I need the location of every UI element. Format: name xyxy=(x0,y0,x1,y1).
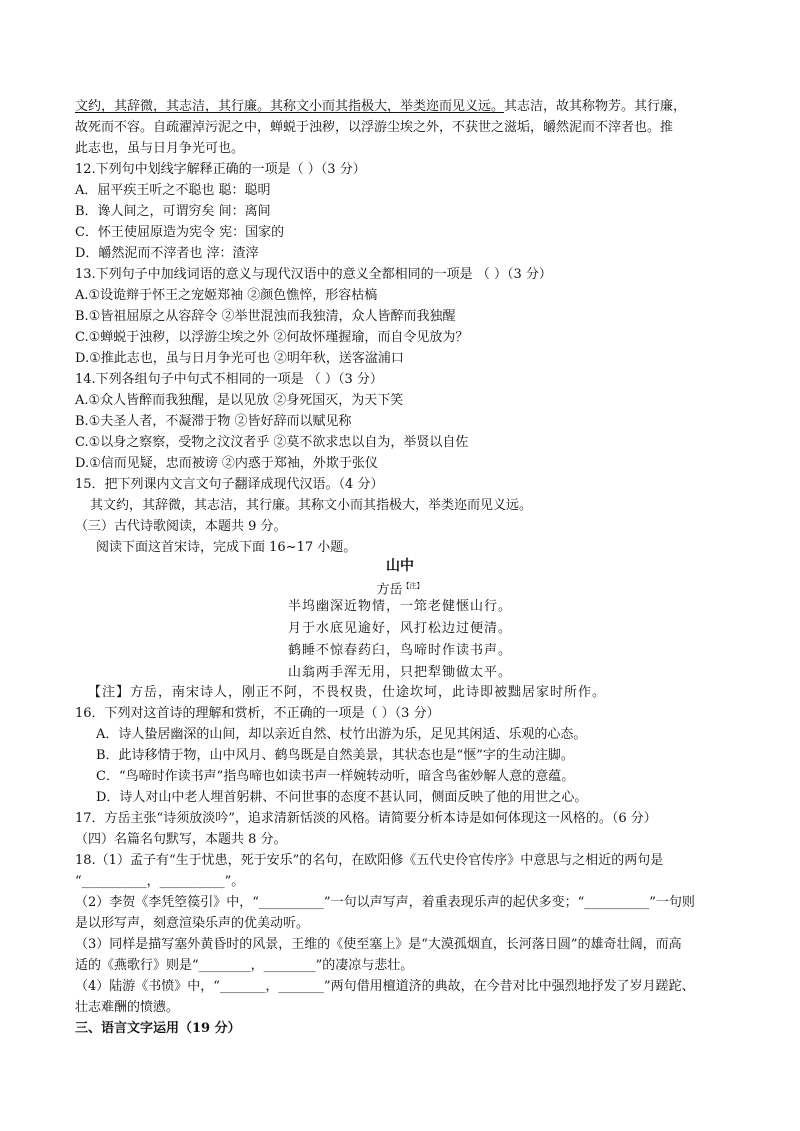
poem-line-2: 月于水底见逾好，风打松边过便清。 xyxy=(287,621,512,636)
q15-body: 其文约，其辞微，其志洁，其行廉。其称文小而其指极大，举类迩而见义远。 xyxy=(90,498,533,513)
q13-stem: 13.下列句子中加线词语的意义与现代汉语中的意义全都相同的一项是 （ ）（3 分） xyxy=(75,267,552,282)
poem-note: 【注】方岳，南宋诗人，刚正不阿，不畏权贵，仕途坎坷，此诗即被黜居家时所作。 xyxy=(88,685,607,700)
q12-option-c: C．怀王使屈原造为宪令 宪：国家的 xyxy=(75,225,285,240)
q13-option-a: A.①设诡辩于怀王之宠姬郑袖 ②颜色憔悴，形容枯槁 xyxy=(75,288,378,303)
q14-stem: 14.下列各组句子中句式不相同的一项是 （ ）（3 分） xyxy=(75,372,383,387)
q15-stem: 15．把下列课内文言文句子翻译成现代汉语。（4 分） xyxy=(75,477,384,492)
q18-part4-line1: （4）陆游《书愤》中，“_______，_______”两句借用檀道济的典故，在今昔对比中强烈地抒发了岁月蹉跎、 xyxy=(75,979,695,994)
q18-part3-line2: 适的《燕歌行》则是“________，________”的凄凉与悲壮。 xyxy=(75,958,414,973)
q14-option-d: D.①信而见疑，忠而被谤 ②内惑于郑袖，外欺于张仪 xyxy=(75,456,378,471)
underlined-sentence: 文约，其辞微，其志洁，其行廉。 xyxy=(75,99,271,114)
q18-part3-line1: （3）同样是描写塞外黄昏时的风景，王维的《使至塞上》是“大漠孤烟直，长河落日圆”的雄奇壮阔，而高 xyxy=(75,937,682,952)
q16-option-d: D．诗人对山中老人埋首躬耕、不问世事的态度不甚认同，侧面反映了他的用世之心。 xyxy=(96,790,588,805)
section-3-intro: 阅读下面这首宋诗，完成下面 16~17 小题。 xyxy=(96,540,357,555)
q16-stem: 16．下列对这首诗的理解和赏析，不正确的一项是（ ）（3 分） xyxy=(75,706,440,721)
section-language-heading: 三、语言文字运用（19 分） xyxy=(75,1021,241,1036)
poem-author-line xyxy=(0,577,800,599)
q18-part1-line2: “__________，__________”。 xyxy=(75,874,245,889)
q14-option-c: C.①以身之察察，受物之汶汶者乎 ②莫不欲求忠以自为，举贤以自佐 xyxy=(75,435,469,450)
q18-part1-line1: 18.（1）孟子有“生于忧患，死于安乐”的名句，在欧阳修《五代史伶官传序》中意思与之相近的两句是 xyxy=(75,853,664,868)
passage-line-2: 故死而不容。自疏濯淖污泥之中，蝉蜕于浊秽，以浮游尘埃之外，不获世之滋垢，皭然泥而不滓者也。推 xyxy=(75,120,674,135)
q14-option-a: A.①众人皆醉而我独醒，是以见放 ②身死国灭，为天下笑 xyxy=(75,393,404,408)
poem-title: 山中 xyxy=(386,558,414,574)
q12-option-a: A．屈平疾王听之不聪也 聪：聪明 xyxy=(75,183,271,198)
q18-part2-line2: 是以形写声，刻意渲染乐声的优美动听。 xyxy=(75,916,310,931)
section-4-heading: （四）名篇名句默写，本题共 8 分。 xyxy=(75,832,287,847)
poem-line-3: 鹤睡不惊春药臼，鸟啼时作读书声。 xyxy=(287,643,512,658)
q13-option-b: B.①皆祖屈原之从容辞令 ②举世混浊而我独清，众人皆醉而我独醒 xyxy=(75,309,456,324)
q18-part4-line2: 壮志难酬的愤懑。 xyxy=(75,1000,180,1015)
poem-author: 方岳 xyxy=(376,582,403,598)
q17-stem: 17．方岳主张“诗须放淡吟”，追求清新恬淡的风格。请简要分析本诗是如何体现这一风格的。（6 分） xyxy=(75,811,657,826)
q16-option-b: B．此诗移情于物，山中风月、鹤鸟既是自然美景，其状态也是“惬”字的生动注脚。 xyxy=(96,748,574,763)
underlined-sentence: 其称文小而其指极大，举类迩而见义远。 xyxy=(270,99,505,114)
q12-option-d: D．皭然泥而不滓者也 滓：渣滓 xyxy=(75,246,259,261)
q18-part2-line1: （2）李贺《李凭箜篌引》中，“__________”一句以声写声，着重表现乐声的起伏多变；“__________”一句则 xyxy=(75,895,695,910)
q16-option-a: A．诗人蛰居幽深的山间，却以亲近自然、杖竹出游为乐，足见其闲适、乐观的心态。 xyxy=(96,727,587,742)
q14-option-b: B.①夫圣人者，不凝滞于物 ②皆好辞而以赋见称 xyxy=(75,414,352,429)
poem-note-mark: 【注】 xyxy=(402,582,424,590)
passage-line-3: 此志也，虽与日月争光可也。 xyxy=(75,141,245,156)
q12-stem: 12.下列句中划线字解释正确的一项是（ ）（3 分） xyxy=(75,162,366,177)
q13-option-d: D.①推此志也，虽与日月争光可也 ②明年秋，送客湓浦口 xyxy=(75,351,404,366)
passage-text: 其志洁，故其称物芳。其行廉， xyxy=(504,99,687,114)
poem-line-1: 半坞幽深近物情，一筇老健惬山行。 xyxy=(287,599,512,614)
poem-line-4: 山翁两手浑无用，只把犁锄做太平。 xyxy=(287,665,512,680)
section-3-heading: （三）古代诗歌阅读，本题共 9 分。 xyxy=(75,519,287,534)
q16-option-c: C．“鸟啼时作读书声”指鸟啼也如读书声一样婉转动听，暗含鸟雀妙解人意的意蕴。 xyxy=(96,769,575,784)
q13-option-c: C.①蝉蜕于浊秽，以浮游尘埃之外 ②何故怀瑾握瑜，而自令见放为？ xyxy=(75,330,469,345)
passage-line-1 xyxy=(75,98,686,116)
q12-option-b: B．谗人间之，可谓穷矣 间：离间 xyxy=(75,204,271,219)
